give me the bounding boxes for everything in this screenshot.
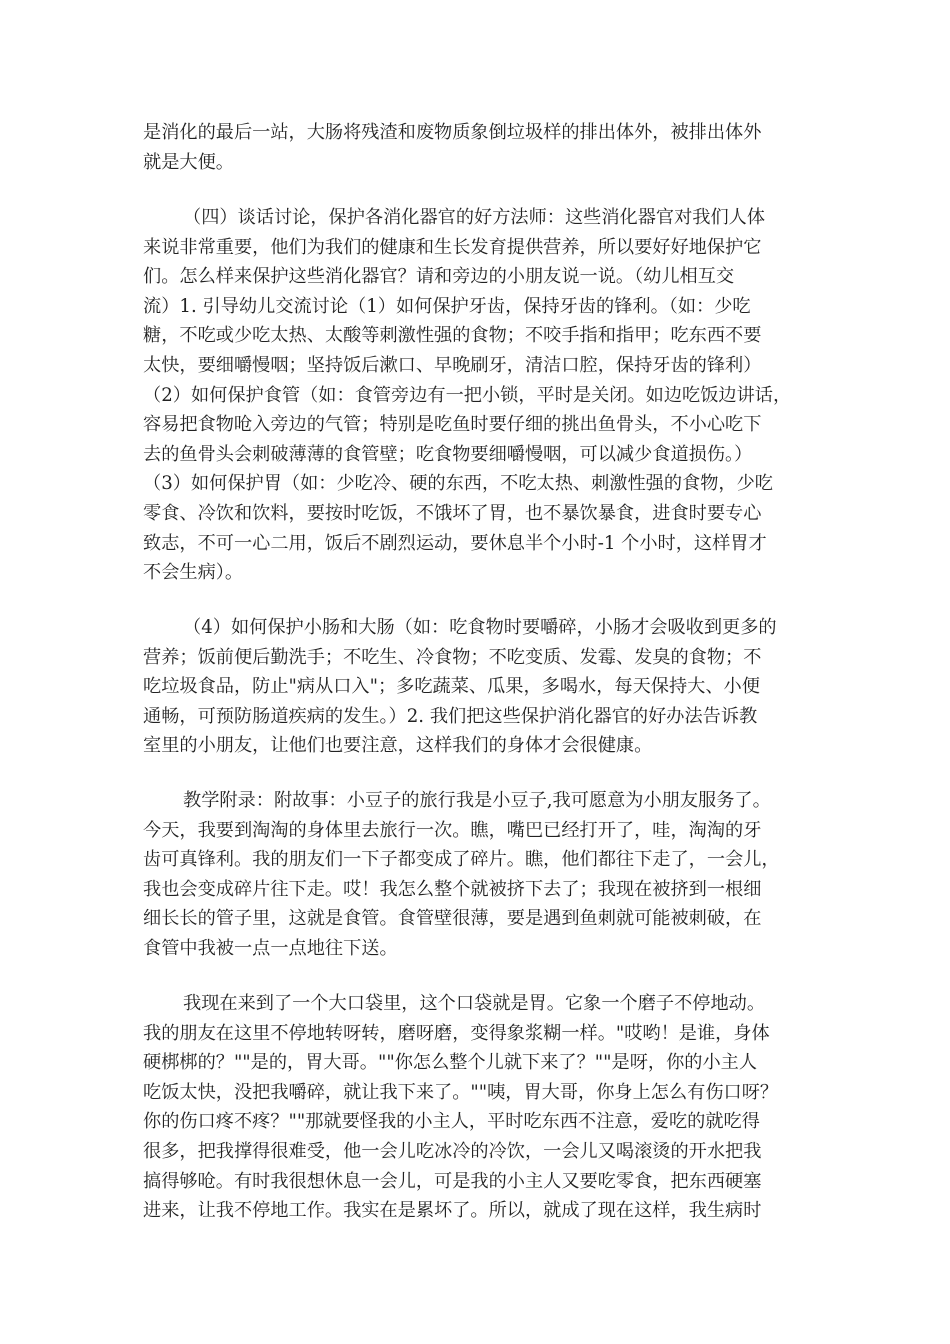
text-line: 硬梆梆的？""是的，胃大哥。""你怎么整个儿就下来了？""是呀，你的小主人 bbox=[143, 1052, 758, 1074]
text-line: 太快，要细嚼慢咽；坚持饭后漱口、早晚刷牙，清洁口腔，保持牙齿的锋利） bbox=[143, 354, 762, 376]
text-line: 致志，不可一心二用，饭后不剧烈运动，要休息半个小时-1 个小时，这样胃才 bbox=[143, 532, 767, 554]
text-line: 吃垃圾食品，防止"病从口入"；多吃蔬菜、瓜果，多喝水，每天保持大、小便 bbox=[143, 676, 760, 698]
text-line: 就是大便。 bbox=[143, 151, 234, 173]
text-line: 很多，把我撑得很难受，他一会儿吃冰冷的冷饮，一会儿又喝滚烫的开水把我 bbox=[143, 1140, 762, 1162]
text-line: 营养；饭前便后勤洗手；不吃生、冷食物；不吃变质、发霉、发臭的食物；不 bbox=[143, 646, 762, 668]
paragraph-discussion bbox=[143, 203, 813, 588]
paragraph-intestines bbox=[143, 613, 813, 761]
text-line: （2）如何保护食管（如：食管旁边有一把小锁，平时是关闭。如边吃饭边讲话， bbox=[143, 384, 792, 406]
text-line: 你的伤口疼不疼？""那就要怪我的小主人，平时吃东西不注意，爱吃的就吃得 bbox=[143, 1111, 760, 1133]
text-line: 通畅，可预防肠道疾病的发生。）2. 我们把这些保护消化器官的好办法告诉教 bbox=[143, 705, 758, 727]
text-line: 容易把食物呛入旁边的气管；特别是吃鱼时要仔细的挑出鱼骨头，不小心吃下 bbox=[143, 414, 762, 436]
text-line: 们。怎么样来保护这些消化器官？请和旁边的小朋友说一说。（幼儿相互交 bbox=[143, 266, 735, 288]
text-line: 吃饭太快，没把我嚼碎，就让我下来了。""咦，胃大哥，你身上怎么有伤口呀？ bbox=[143, 1081, 779, 1103]
text-line: 是消化的最后一站，大肠将残渣和废物质象倒垃圾样的排出体外，被排出体外 bbox=[143, 122, 762, 143]
text-line: 糖，不吃或少吃太热、太酸等刺激性强的食物；不咬手指和指甲；吃东西不要 bbox=[143, 325, 762, 347]
text-line: 我的朋友在这里不停地转呀转，磨呀磨，变得象浆糊一样。"哎哟！是谁，身体 bbox=[143, 1022, 770, 1044]
text-line: 细长长的管子里，这就是食管。食管壁很薄，要是遇到鱼刺就可能被刺破，在 bbox=[143, 908, 762, 930]
text-line: 教学附录：附故事：小豆子的旅行我是小豆子,我可愿意为小朋友服务了。 bbox=[183, 790, 771, 811]
text-line: 去的鱼骨头会刺破薄薄的食管壁；吃食物要细嚼慢咽，可以减少食道损伤。） bbox=[143, 443, 753, 465]
text-line: 食管中我被一点一点地往下送。 bbox=[143, 937, 398, 959]
text-line: （3）如何保护胃（如：少吃冷、硬的东西，不吃太热、刺激性强的食物，少吃 bbox=[143, 473, 773, 495]
text-line: （四）谈话讨论，保护各消化器官的好方法师：这些消化器官对我们人体 bbox=[183, 207, 766, 228]
text-line: 来说非常重要，他们为我们的健康和生长发育提供营养，所以要好好地保护它 bbox=[143, 236, 762, 258]
text-line: 进来，让我不停地工作。我实在是累坏了。所以，就成了现在这样，我生病时 bbox=[143, 1200, 762, 1222]
text-line: 零食、冷饮和饮料，要按时吃饭，不饿坏了胃，也不暴饮暴食，进食时要专心 bbox=[143, 502, 762, 524]
text-line: 今天，我要到淘淘的身体里去旅行一次。瞧，嘴巴已经打开了，哇，淘淘的牙 bbox=[143, 819, 762, 841]
text-line: 流）1. 引导幼儿交流讨论（1）如何保护牙齿，保持牙齿的锋利。（如：少吃 bbox=[143, 295, 751, 317]
text-line: 搞得够呛。有时我很想休息一会儿，可是我的小主人又要吃零食，把东西硬塞 bbox=[143, 1170, 762, 1192]
text-line: 我也会变成碎片往下走。哎！我怎么整个就被挤下去了；我现在被挤到一根细 bbox=[143, 878, 762, 900]
paragraph-digestion-end bbox=[143, 118, 813, 177]
text-line: 齿可真锋利。我的朋友们一下子都变成了碎片。瞧，他们都往下走了，一会儿， bbox=[143, 849, 780, 871]
paragraph-appendix-story bbox=[143, 786, 813, 964]
paragraph-stomach-story bbox=[143, 989, 813, 1226]
text-line: 不会生病）。 bbox=[143, 562, 244, 584]
text-line: 我现在来到了一个大口袋里，这个口袋就是胃。它象一个磨子不停地动。 bbox=[183, 993, 766, 1014]
text-line: 室里的小朋友，让他们也要注意，这样我们的身体才会很健康。 bbox=[143, 735, 653, 757]
text-line: （4）如何保护小肠和大肠（如：吃食物时要嚼碎，小肠才会吸收到更多的 bbox=[183, 617, 777, 638]
